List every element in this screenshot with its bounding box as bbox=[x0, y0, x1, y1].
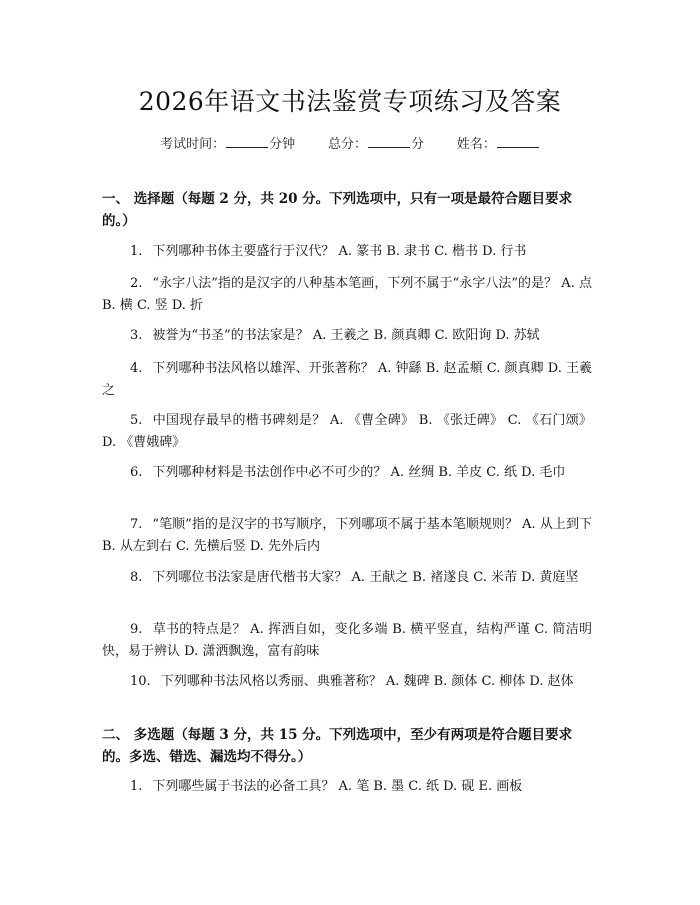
question-text: 下列哪种材料是书法创作中必不可少的？ A. 丝绸 B. 羊皮 C. 纸 D. 毛巾 bbox=[152, 465, 566, 480]
question-item bbox=[102, 241, 592, 263]
question-number: 1. bbox=[130, 244, 143, 259]
question-item bbox=[102, 671, 592, 693]
name-label: 姓名： bbox=[456, 137, 496, 152]
question-item bbox=[102, 462, 592, 484]
time-unit: 分钟 bbox=[269, 137, 296, 152]
section-heading: 一、 选择题（每题 2 分，共 20 分。下列选项中，只有一项是最符合题目要求的。） bbox=[102, 191, 573, 229]
question-number: 4. bbox=[130, 361, 143, 376]
section-heading: 二、 多选题（每题 3 分，共 15 分。下列选项中，至少有两项是符合题目要求的。多选、错选、漏选均不得分。） bbox=[102, 727, 573, 765]
name-field bbox=[457, 137, 540, 152]
question-item bbox=[102, 619, 592, 663]
question-number: 7. bbox=[130, 517, 143, 532]
time-field bbox=[160, 137, 295, 152]
question-item bbox=[102, 410, 592, 454]
question-number: 1. bbox=[130, 779, 143, 794]
score-blank[interactable] bbox=[368, 135, 410, 148]
question-text: 下列哪种书法风格以雄浑、开张著称？ A. 钟繇 B. 赵孟頫 C. 颜真卿 D. 王羲之 bbox=[102, 361, 592, 398]
name-blank[interactable] bbox=[497, 135, 539, 148]
question-item bbox=[102, 776, 592, 798]
score-unit: 分 bbox=[411, 137, 425, 152]
score-label: 总分： bbox=[327, 137, 367, 152]
question-text: 下列哪位书法家是唐代楷书大家？ A. 王献之 B. 褚遂良 C. 米芾 D. 黄庭坚 bbox=[152, 570, 579, 585]
question-item bbox=[102, 514, 592, 558]
question-text: 下列哪种书法风格以秀丽、典雅著称？ A. 魏碑 B. 颜体 C. 柳体 D. 赵体 bbox=[160, 674, 574, 689]
page-title: 2026年语文书法鉴赏专项练习及答案 bbox=[138, 87, 562, 116]
question-text: 被誉为“书圣”的书法家是？ A. 王羲之 B. 颜真卿 C. 欧阳询 D. 苏轼 bbox=[152, 328, 540, 343]
score-field bbox=[328, 137, 424, 152]
question-number: 6. bbox=[130, 465, 143, 480]
question-number: 5. bbox=[130, 413, 143, 428]
time-label: 考试时间： bbox=[160, 137, 226, 152]
exam-meta bbox=[0, 133, 700, 152]
question-text: 中国现存最早的楷书碑刻是？ A. 《曹全碑》 B. 《张迁碑》 C. 《石门颂》 D. 《曹娥碑》 bbox=[102, 413, 592, 450]
question-item bbox=[102, 273, 592, 317]
question-item bbox=[102, 567, 592, 589]
question-item bbox=[102, 358, 592, 402]
question-number: 10. bbox=[130, 674, 151, 689]
question-text: “笔顺”指的是汉字的书写顺序，下列哪项不属于基本笔顺规则？ A. 从上到下 B. 从左到右 C. 先横后竖 D. 先外后内 bbox=[102, 517, 592, 554]
question-text: 草书的特点是？ A. 挥洒自如，变化多端 B. 横平竖直，结构严谨 C. 简洁明快，易于辨认 D. 潇洒飘逸，富有韵味 bbox=[102, 622, 592, 659]
question-number: 3. bbox=[130, 328, 143, 343]
question-item bbox=[102, 325, 592, 347]
question-number: 2. bbox=[130, 276, 143, 291]
question-text: 下列哪些属于书法的必备工具？ A. 笔 B. 墨 C. 纸 D. 砚 E. 画板 bbox=[152, 779, 523, 794]
question-text: 下列哪种书体主要盛行于汉代？ A. 篆书 B. 隶书 C. 楷书 D. 行书 bbox=[152, 244, 527, 259]
question-number: 8. bbox=[130, 570, 143, 585]
question-number: 9. bbox=[130, 622, 143, 637]
time-blank[interactable] bbox=[226, 135, 268, 148]
question-text: “永字八法”指的是汉字的八种基本笔画，下列不属于“永字八法”的是？ A. 点 B. 横 C. 竖 D. 折 bbox=[102, 276, 592, 313]
